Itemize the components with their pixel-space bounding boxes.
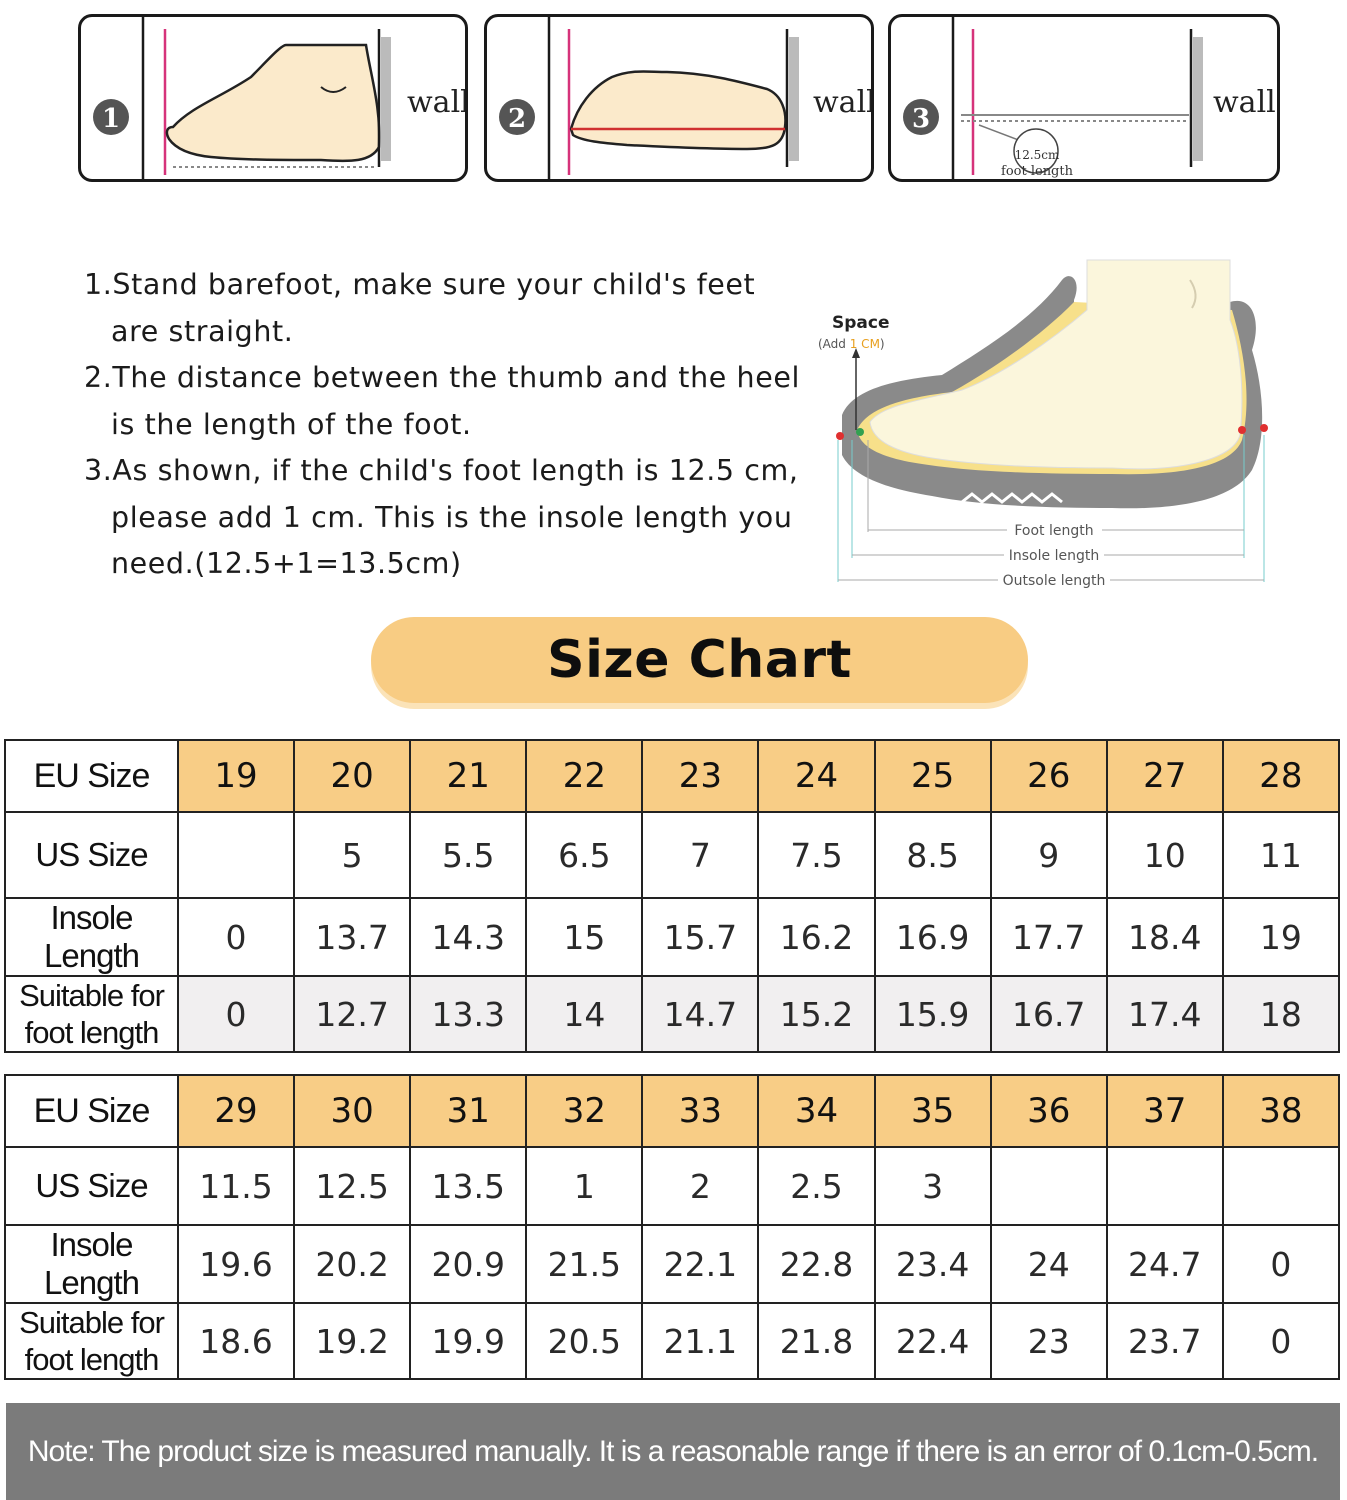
- insole-cell: 0: [1223, 1225, 1339, 1303]
- us-cell: 7: [642, 812, 758, 898]
- row-label: EU Size: [5, 1075, 178, 1147]
- eu-cell: 25: [875, 740, 991, 812]
- measurement-note: [6, 1403, 1340, 1500]
- insole-cell: 22.8: [758, 1225, 874, 1303]
- foot-cell: 15.9: [875, 976, 991, 1052]
- measure-label: foot length: [1001, 164, 1073, 179]
- foot-cell: 0: [1223, 1303, 1339, 1379]
- eu-cell: 20: [294, 740, 410, 812]
- eu-cell: 37: [1107, 1075, 1223, 1147]
- insole-cell: 0: [178, 898, 294, 976]
- instruction-2: 2.The distance between the thumb and the heel is the length of the foot.: [84, 361, 800, 441]
- row-label: Insole Length: [5, 898, 178, 976]
- size-chart-title-banner: [371, 617, 1028, 703]
- insole-cell: 19.6: [178, 1225, 294, 1303]
- us-cell: [991, 1147, 1107, 1225]
- foot-cell: 14: [526, 976, 642, 1052]
- foot-side-icon: [167, 45, 379, 161]
- eu-cell: 35: [875, 1075, 991, 1147]
- us-cell: 2: [642, 1147, 758, 1225]
- wall-label: wall: [407, 85, 470, 120]
- eu-cell: 28: [1223, 740, 1339, 812]
- eu-cell: 38: [1223, 1075, 1339, 1147]
- us-cell: 13.5: [410, 1147, 526, 1225]
- step-number: 3: [911, 104, 931, 134]
- us-cell: 8.5: [875, 812, 991, 898]
- eu-cell: 34: [758, 1075, 874, 1147]
- wall-hatch: [1193, 37, 1203, 161]
- foot-cell: 18.6: [178, 1303, 294, 1379]
- foot-cell: 14.7: [642, 976, 758, 1052]
- insole-cell: 15: [526, 898, 642, 976]
- wall-label: wall: [1213, 85, 1276, 120]
- foot-cell: 13.3: [410, 976, 526, 1052]
- wall-label: wall: [813, 85, 876, 120]
- space-label: Space: [832, 313, 890, 333]
- us-cell: 11: [1223, 812, 1339, 898]
- foot-cell: 22.4: [875, 1303, 991, 1379]
- eu-cell: 33: [642, 1075, 758, 1147]
- eu-cell: 29: [178, 1075, 294, 1147]
- us-cell: 6.5: [526, 812, 642, 898]
- instructions: [84, 262, 804, 588]
- us-cell: 1: [526, 1147, 642, 1225]
- insole-cell: 19: [1223, 898, 1339, 976]
- insole-cell: 15.7: [642, 898, 758, 976]
- eu-cell: 31: [410, 1075, 526, 1147]
- insole-cell: 24.7: [1107, 1225, 1223, 1303]
- foot-cell: 21.8: [758, 1303, 874, 1379]
- insole-cell: 20.2: [294, 1225, 410, 1303]
- foot-length-label: Foot length: [1014, 523, 1094, 539]
- eu-cell: 24: [758, 740, 874, 812]
- step-2-panel: [484, 14, 874, 182]
- row-label: EU Size: [5, 740, 178, 812]
- insole-cell: 18.4: [1107, 898, 1223, 976]
- insole-cell: 23.4: [875, 1225, 991, 1303]
- us-cell: [1223, 1147, 1339, 1225]
- instruction-3: 3.As shown, if the child's foot length is 12.5 cm, please add 1 cm. This is the insole length you need.(12.5+1=13.5cm): [84, 454, 799, 580]
- eu-cell: 30: [294, 1075, 410, 1147]
- us-cell: 10: [1107, 812, 1223, 898]
- insole-cell: 20.9: [410, 1225, 526, 1303]
- insole-cell: 17.7: [991, 898, 1107, 976]
- row-label: US Size: [5, 1147, 178, 1225]
- us-cell: 3: [875, 1147, 991, 1225]
- wall-hatch: [789, 37, 799, 161]
- foot-cell: 16.7: [991, 976, 1107, 1052]
- us-cell: 9: [991, 812, 1107, 898]
- foot-cell: 17.4: [1107, 976, 1223, 1052]
- foot-cell: 0: [178, 976, 294, 1052]
- step-1-panel: [78, 14, 468, 182]
- insole-length-label: Insole length: [1008, 548, 1100, 564]
- foot-cell: 23: [991, 1303, 1107, 1379]
- row-label: US Size: [5, 812, 178, 898]
- us-cell: 11.5: [178, 1147, 294, 1225]
- row-label: Suitable for foot length: [5, 976, 178, 1052]
- outsole-length-label: Outsole length: [1002, 573, 1106, 589]
- eu-cell: 32: [526, 1075, 642, 1147]
- us-size-row: [5, 812, 1339, 898]
- space-sub-label: (Add 1 CM): [818, 337, 885, 351]
- us-cell: 5: [294, 812, 410, 898]
- us-size-row: [5, 1147, 1339, 1225]
- wall-hatch: [381, 37, 391, 161]
- step-number: 1: [101, 104, 121, 134]
- instruction-1: 1.Stand barefoot, make sure your child's feet are straight.: [84, 268, 756, 348]
- insole-cell: 16.9: [875, 898, 991, 976]
- foot-cell: 19.9: [410, 1303, 526, 1379]
- row-label: Suitable for foot length: [5, 1303, 178, 1379]
- row-label: Insole Length: [5, 1225, 178, 1303]
- foot-cell: 20.5: [526, 1303, 642, 1379]
- us-cell: 7.5: [758, 812, 874, 898]
- foot-cell: 15.2: [758, 976, 874, 1052]
- us-cell: 5.5: [410, 812, 526, 898]
- measure-value: 12.5cm: [1014, 148, 1060, 162]
- eu-cell: 27: [1107, 740, 1223, 812]
- step-3-panel: [888, 14, 1280, 182]
- insole-cell: 21.5: [526, 1225, 642, 1303]
- us-cell: 2.5: [758, 1147, 874, 1225]
- eu-size-row: [5, 1075, 1339, 1147]
- note-text: Note: The product size is measured manually. It is a reasonable range if there is an error of 0.1cm-0.5cm.: [27, 1434, 1319, 1468]
- foot-cell: 23.7: [1107, 1303, 1223, 1379]
- eu-cell: 22: [526, 740, 642, 812]
- size-table-2: [4, 1074, 1340, 1380]
- insole-cell: 22.1: [642, 1225, 758, 1303]
- eu-cell: 36: [991, 1075, 1107, 1147]
- shoe-measurement-diagram: [812, 240, 1282, 600]
- insole-cell: 24: [991, 1225, 1107, 1303]
- eu-cell: 23: [642, 740, 758, 812]
- foot-top-icon: [571, 71, 785, 149]
- insole-length-row: [5, 1225, 1339, 1303]
- us-cell: [178, 812, 294, 898]
- eu-cell: 26: [991, 740, 1107, 812]
- foot-cell: 19.2: [294, 1303, 410, 1379]
- eu-cell: 21: [410, 740, 526, 812]
- size-chart-title: Size Chart: [547, 630, 852, 690]
- foot-cell: 21.1: [642, 1303, 758, 1379]
- eu-cell: 19: [178, 740, 294, 812]
- insole-cell: 14.3: [410, 898, 526, 976]
- foot-length-row: [5, 1303, 1339, 1379]
- insole-cell: 16.2: [758, 898, 874, 976]
- foot-length-row: [5, 976, 1339, 1052]
- insole-length-row: [5, 898, 1339, 976]
- us-cell: [1107, 1147, 1223, 1225]
- measuring-steps: [78, 14, 1283, 188]
- size-table-1: [4, 739, 1340, 1053]
- foot-cell: 18: [1223, 976, 1339, 1052]
- insole-cell: 13.7: [294, 898, 410, 976]
- foot-cell: 12.7: [294, 976, 410, 1052]
- eu-size-row: [5, 740, 1339, 812]
- us-cell: 12.5: [294, 1147, 410, 1225]
- step-number: 2: [507, 104, 527, 134]
